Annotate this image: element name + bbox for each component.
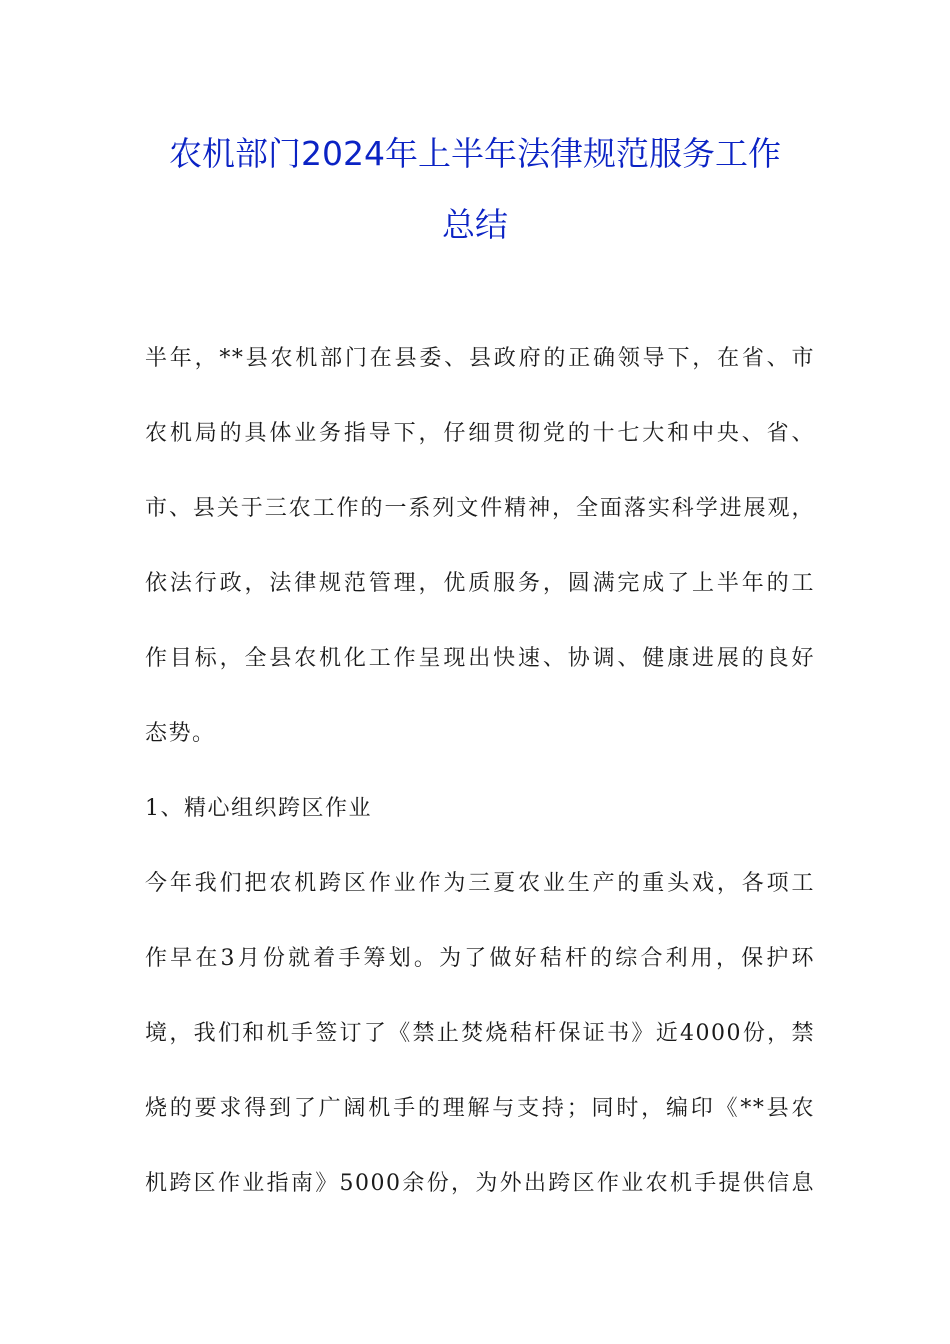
document-title-line-2: 总结 [442,205,508,244]
paragraph-1-line-3: 市、县关于三农工作的一系列文件精神，全面落实科学进展观， [145,496,815,521]
paragraph-1-line-5: 作目标，全县农机化工作呈现出快速、协调、健康进展的良好 [145,646,815,671]
paragraph-1-line-2: 农机局的具体业务指导下，仔细贯彻党的十七大和中央、省、 [145,421,815,446]
paragraph-2-line-4: 烧的要求得到了广阔机手的理解与支持；同时，编印《**县农 [145,1096,815,1121]
paragraph-1-line-6: 态势。 [145,721,216,746]
paragraph-2-line-1: 今年我们把农机跨区作业作为三夏农业生产的重头戏，各项工 [145,871,815,896]
paragraph-1-line-1: 半年，**县农机部门在县委、县政府的正确领导下，在省、市 [145,346,815,371]
section-1-heading: 1、精心组织跨区作业 [145,796,372,821]
document-title-line-1: 农机部门2024年上半年法律规范服务工作 [169,134,781,173]
paragraph-2-line-5: 机跨区作业指南》5000余份，为外出跨区作业农机手提供信息 [145,1171,815,1196]
paragraph-2-line-2: 作早在3月份就着手筹划。为了做好秸杆的综合利用，保护环 [145,946,815,971]
paragraph-1-line-4: 依法行政，法律规范管理，优质服务，圆满完成了上半年的工 [145,571,815,596]
paragraph-2-line-3: 境，我们和机手签订了《禁止焚烧秸杆保证书》近4000份，禁 [145,1021,815,1046]
